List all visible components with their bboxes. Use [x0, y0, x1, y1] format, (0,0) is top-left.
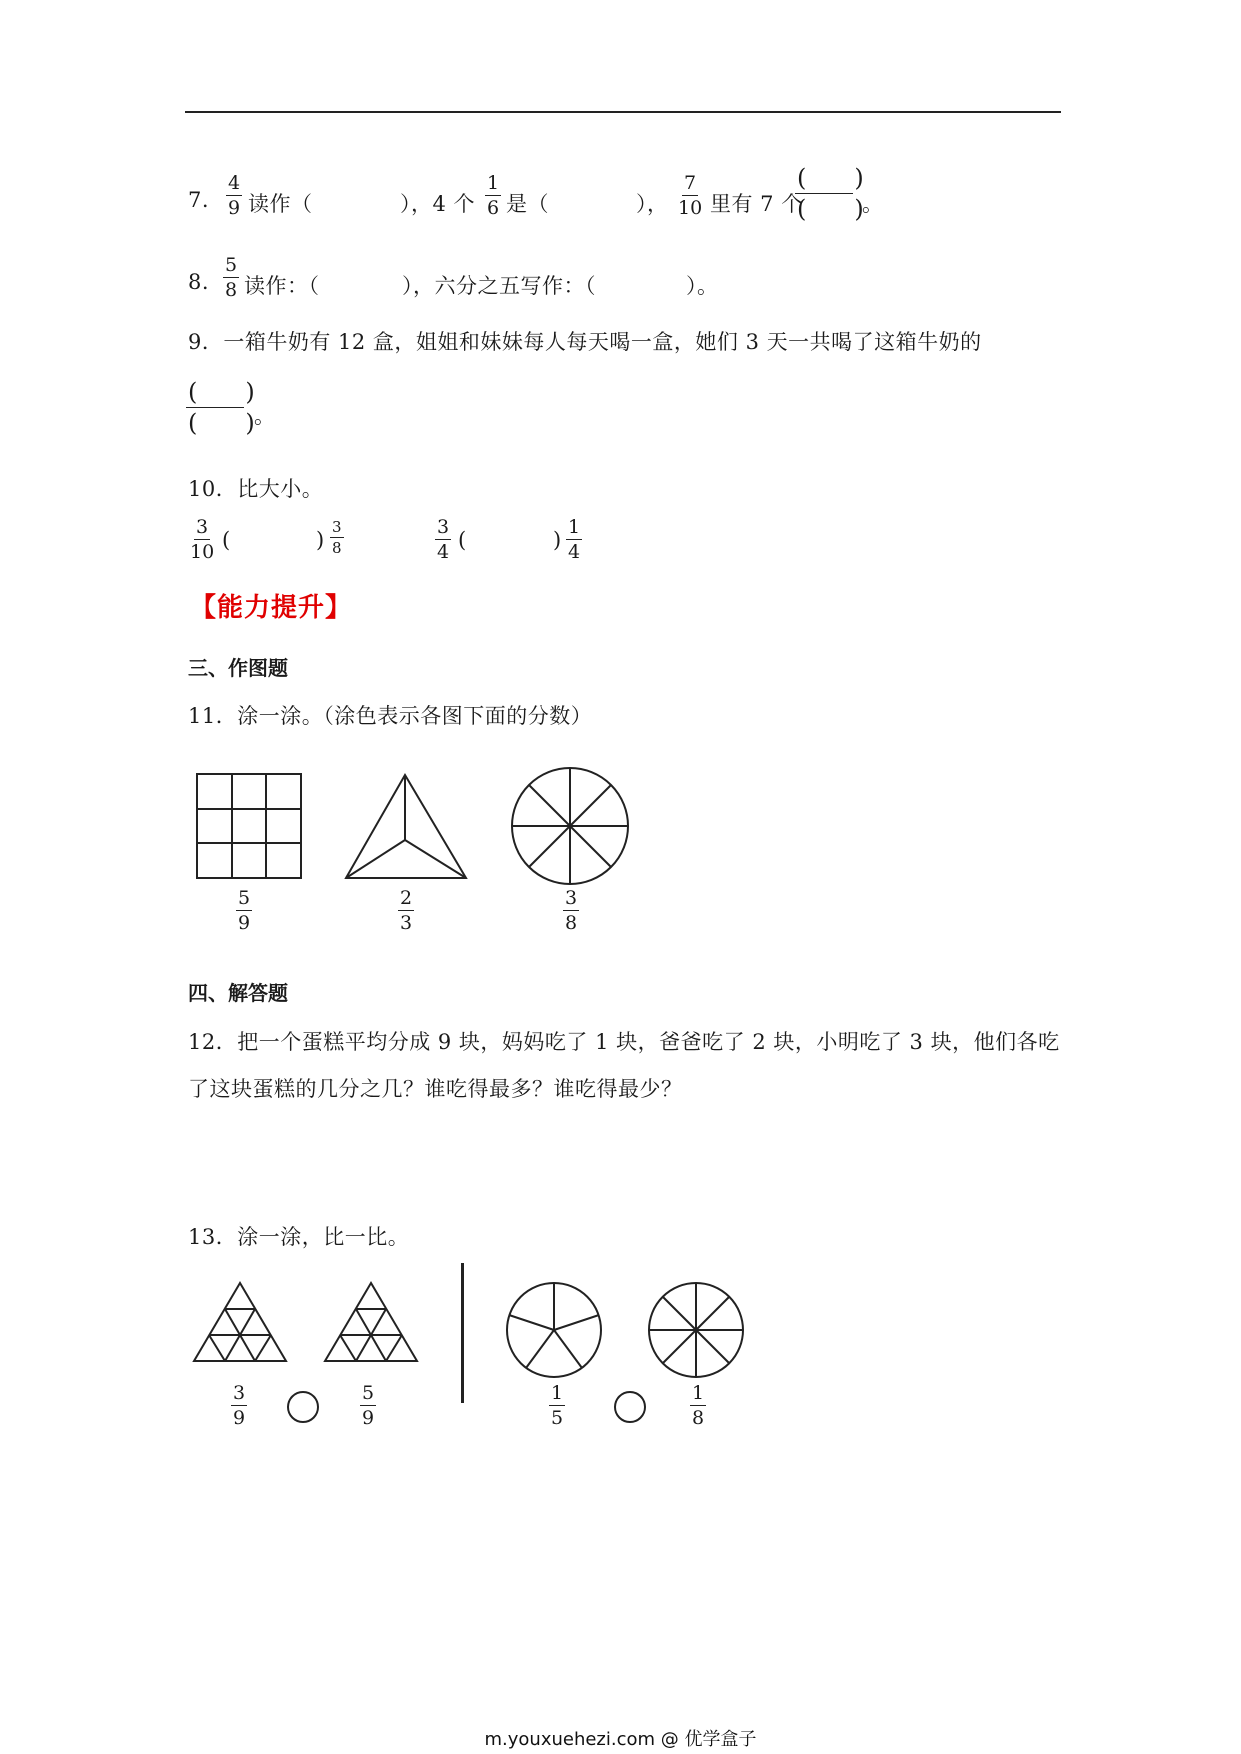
q7-fraction-4-9: $\frac{4}{9}$ — [228, 172, 241, 219]
q10-pair2-paren-open[interactable]: ( — [458, 528, 467, 552]
section4-heading: 四、解答题 — [188, 981, 288, 1005]
fig2-fraction: $\frac{2}{3}$ — [400, 887, 413, 934]
grid-3x3-figure[interactable] — [197, 774, 301, 878]
q7-text-5: 里有 7 个 — [710, 192, 803, 216]
q7-text-4: ）， — [636, 192, 669, 216]
q7-end: 。 — [862, 192, 884, 216]
triangle-3-parts-figure[interactable] — [346, 775, 466, 878]
q9-end: 。 — [254, 404, 276, 428]
fig1-fraction: $\frac{5}{9}$ — [238, 887, 251, 934]
q13-fraction-5-9: $\frac{5}{9}$ — [362, 1382, 375, 1429]
compare-circle-left[interactable] — [287, 1391, 319, 1423]
q10-pair2-left-fraction: $\frac{3}{4}$ — [437, 516, 450, 563]
q10-text: 10．比大小。 — [188, 477, 324, 501]
fig3-fraction: $\frac{3}{8}$ — [565, 887, 578, 934]
q13-fraction-1-8: $\frac{1}{8}$ — [692, 1382, 705, 1429]
circle-8-parts-figure[interactable] — [512, 768, 628, 884]
q7-read-as-label: 读作（ — [248, 192, 313, 216]
q8-read-as-label: 读作：（ — [244, 274, 320, 298]
q7-fraction-7-10: $\frac{7}{10}$ — [678, 172, 703, 219]
section3-heading: 三、作图题 — [188, 656, 288, 680]
q8-text-2: ），六分之五写作：（ — [402, 274, 596, 298]
q13-fraction-3-9: $\frac{3}{9}$ — [233, 1382, 246, 1429]
divider-vertical — [461, 1263, 464, 1403]
page-footer: m.youxuehezi.com @ 优学盒子 — [484, 1729, 757, 1750]
q10-pair1-left-fraction: $\frac{3}{10}$ — [190, 516, 215, 563]
q9-answer-fraction-blank[interactable]: ( ) ( ) — [188, 378, 255, 437]
q8-text-3: ）。 — [686, 274, 719, 298]
triangle-9-parts-figure-a[interactable] — [194, 1283, 286, 1361]
q8-number: 8. — [188, 270, 210, 294]
q7-text-3: 是（ — [506, 192, 549, 216]
q7-text-2: ），4 个 — [400, 192, 476, 216]
q10-pair1-paren-open[interactable]: ( — [222, 528, 231, 552]
q7-number: 7. — [188, 188, 210, 212]
q8-fraction-5-8: $\frac{5}{8}$ — [225, 254, 238, 301]
compare-circle-right[interactable] — [614, 1391, 646, 1423]
q13-text: 13．涂一涂，比一比。 — [188, 1225, 410, 1249]
q10-pair1-right-fraction: $\frac{3}{8}$ — [332, 518, 342, 557]
circle-5-parts-figure[interactable] — [507, 1283, 601, 1377]
q11-text: 11．涂一涂。（涂色表示各图下面的分数） — [188, 704, 593, 728]
q12-line1: 12．把一个蛋糕平均分成 9 块，妈妈吃了 1 块，爸爸吃了 2 块，小明吃了 3 块，他们各吃 — [188, 1030, 1060, 1054]
q7-fraction-1-6: $\frac{1}{6}$ — [487, 172, 500, 219]
triangle-9-parts-figure-b[interactable] — [325, 1283, 417, 1361]
section-ability-improvement: 【能力提升】 — [190, 593, 353, 623]
q10-pair2-paren-close: ) — [553, 528, 562, 552]
q7-answer-fraction-blank[interactable]: ( ) ( ) — [797, 164, 864, 223]
q10-pair2-right-fraction: $\frac{1}{4}$ — [568, 516, 581, 563]
q9-text: 9．一箱牛奶有 12 盒，姐姐和妹妹每人每天喝一盒，她们 3 天一共喝了这箱牛奶的 — [188, 330, 982, 354]
circle-8-parts-figure-b[interactable] — [649, 1283, 743, 1377]
q10-pair1-paren-close: ) — [316, 528, 325, 552]
q12-line2: 了这块蛋糕的几分之几？谁吃得最多？谁吃得最少？ — [188, 1077, 683, 1101]
q13-fraction-1-5: $\frac{1}{5}$ — [551, 1382, 564, 1429]
